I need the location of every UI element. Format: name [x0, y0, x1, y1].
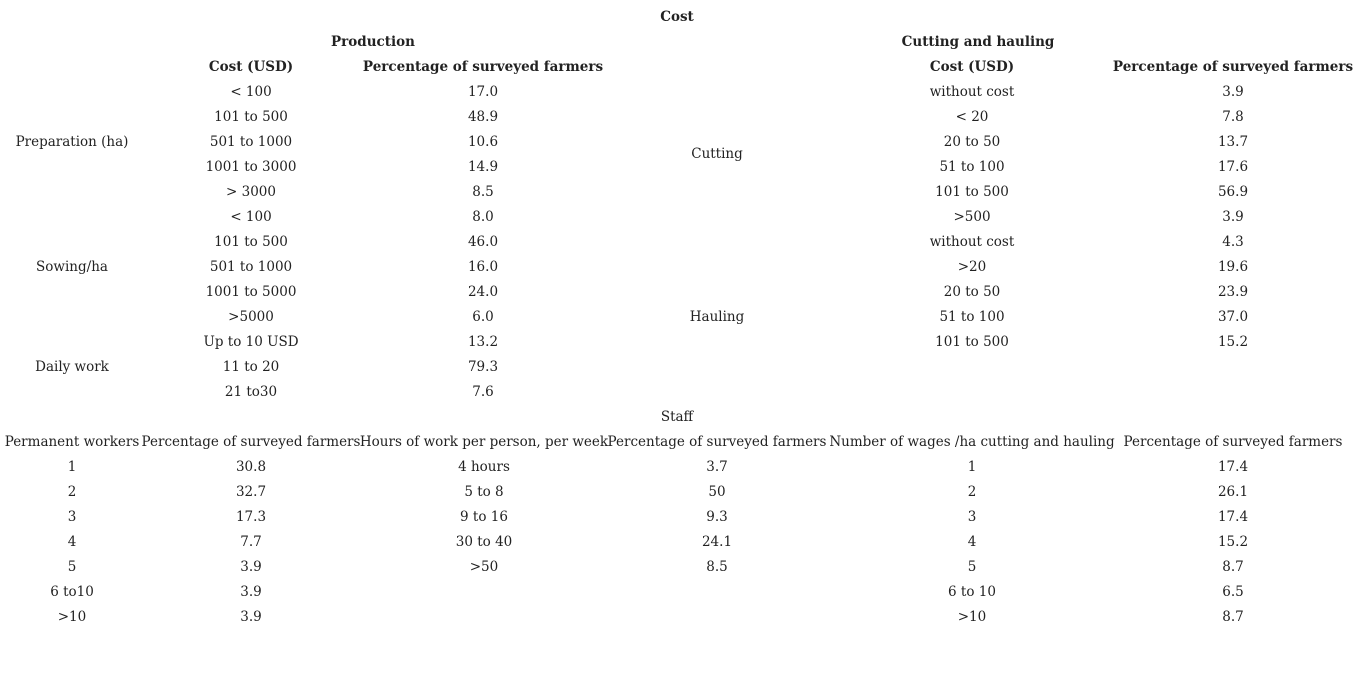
production-cost-column-header: Cost (USD): [208, 59, 294, 75]
staff-cell: 3: [67, 509, 77, 525]
staff-cell: 30 to 40: [455, 534, 513, 550]
staff-cell: 6.5: [1222, 584, 1244, 600]
production-cost-cell: >5000: [228, 309, 274, 325]
production-pct-cell: 48.9: [467, 109, 499, 125]
staff-cell: 32.7: [235, 484, 267, 500]
production-cost-cell: 501 to 1000: [209, 134, 293, 150]
staff-cell: 2: [67, 484, 77, 500]
group-label-cutting: Cutting: [691, 146, 743, 162]
cutting-hauling-pct-cell: 7.8: [1222, 109, 1244, 125]
cutting-hauling-header: Cutting and hauling: [901, 34, 1055, 50]
production-pct-cell: 79.3: [467, 359, 499, 375]
production-pct-cell: 17.0: [467, 84, 499, 100]
staff-title: Staff: [660, 409, 694, 425]
staff-cell: 1: [967, 459, 977, 475]
cutting-hauling-pct-cell: 37.0: [1217, 309, 1249, 325]
cutting-hauling-cost-cell: 101 to 500: [935, 334, 1009, 350]
group-label-sowing: Sowing/ha: [36, 259, 108, 275]
production-pct-cell: 8.0: [472, 209, 494, 225]
staff-column-header: Percentage of surveyed farmers: [607, 434, 827, 450]
cutting-hauling-pct-cell: 15.2: [1217, 334, 1249, 350]
staff-cell: 3.7: [706, 459, 728, 475]
staff-cell: 15.2: [1217, 534, 1249, 550]
group-label-preparation: Preparation (ha): [15, 134, 129, 150]
cutting-hauling-percentage-column-header: Percentage of surveyed farmers: [1112, 59, 1354, 75]
cutting-hauling-cost-cell: without cost: [929, 84, 1015, 100]
staff-column-header: Permanent workers: [4, 434, 140, 450]
production-percentage-column-header: Percentage of surveyed farmers: [362, 59, 604, 75]
staff-cell: 5: [967, 559, 977, 575]
production-cost-cell: 1001 to 3000: [205, 159, 297, 175]
cutting-hauling-cost-cell: >500: [953, 209, 991, 225]
staff-cell: 1: [67, 459, 77, 475]
staff-cell: 3: [967, 509, 977, 525]
staff-column-header: Number of wages /ha cutting and hauling: [829, 434, 1115, 450]
staff-cell: 3.9: [240, 609, 262, 625]
production-pct-cell: 13.2: [467, 334, 499, 350]
staff-cell: 4 hours: [458, 459, 510, 475]
cutting-hauling-pct-cell: 23.9: [1217, 284, 1249, 300]
group-label-hauling: Hauling: [689, 309, 745, 325]
cutting-hauling-pct-cell: 4.3: [1222, 234, 1244, 250]
production-pct-cell: 6.0: [472, 309, 494, 325]
production-pct-cell: 46.0: [467, 234, 499, 250]
cutting-hauling-cost-cell: without cost: [929, 234, 1015, 250]
production-pct-cell: 8.5: [472, 184, 494, 200]
production-cost-cell: Up to 10 USD: [203, 334, 299, 350]
staff-column-header: Percentage of surveyed farmers: [1123, 434, 1343, 450]
production-cost-cell: 501 to 1000: [209, 259, 293, 275]
production-cost-cell: 101 to 500: [214, 109, 288, 125]
staff-cell: >50: [469, 559, 499, 575]
staff-cell: 4: [967, 534, 977, 550]
cutting-hauling-cost-cell: 20 to 50: [943, 284, 1001, 300]
production-pct-cell: 10.6: [467, 134, 499, 150]
staff-cell: >10: [57, 609, 87, 625]
production-pct-cell: 14.9: [467, 159, 499, 175]
cutting-hauling-cost-cell: 51 to 100: [939, 159, 1005, 175]
production-cost-cell: 1001 to 5000: [205, 284, 297, 300]
staff-cell: 30.8: [235, 459, 267, 475]
staff-cell: 50: [708, 484, 726, 500]
cutting-hauling-cost-cell: 101 to 500: [935, 184, 1009, 200]
staff-cell: 4: [67, 534, 77, 550]
cutting-hauling-pct-cell: 3.9: [1222, 209, 1244, 225]
staff-cell: >10: [957, 609, 987, 625]
cutting-hauling-pct-cell: 56.9: [1217, 184, 1249, 200]
staff-cell: 8.5: [706, 559, 728, 575]
staff-cell: 17.3: [235, 509, 267, 525]
production-cost-cell: 11 to 20: [222, 359, 280, 375]
staff-cell: 8.7: [1222, 609, 1244, 625]
cost-title: Cost: [660, 9, 694, 25]
production-cost-cell: < 100: [230, 209, 272, 225]
staff-column-header: Hours of work per person, per week: [359, 434, 609, 450]
staff-cell: 17.4: [1217, 459, 1249, 475]
production-cost-cell: 21 to30: [224, 384, 278, 400]
production-header: Production: [331, 34, 415, 50]
cutting-hauling-cost-cell: < 20: [955, 109, 989, 125]
staff-cell: 5: [67, 559, 77, 575]
production-cost-cell: < 100: [230, 84, 272, 100]
cutting-hauling-pct-cell: 17.6: [1217, 159, 1249, 175]
production-cost-cell: > 3000: [226, 184, 276, 200]
staff-column-header: Percentage of surveyed farmers: [141, 434, 361, 450]
staff-cell: 24.1: [701, 534, 733, 550]
production-pct-cell: 16.0: [467, 259, 499, 275]
staff-cell: 2: [967, 484, 977, 500]
cutting-hauling-pct-cell: 13.7: [1217, 134, 1249, 150]
staff-cell: 8.7: [1222, 559, 1244, 575]
staff-cell: 9.3: [706, 509, 728, 525]
cutting-hauling-pct-cell: 3.9: [1222, 84, 1244, 100]
staff-cell: 17.4: [1217, 509, 1249, 525]
cutting-hauling-cost-column-header: Cost (USD): [929, 59, 1015, 75]
staff-cell: 6 to10: [50, 584, 94, 600]
staff-cell: 3.9: [240, 559, 262, 575]
staff-cell: 7.7: [240, 534, 262, 550]
cutting-hauling-cost-cell: 51 to 100: [939, 309, 1005, 325]
staff-cell: 3.9: [240, 584, 262, 600]
production-pct-cell: 7.6: [472, 384, 494, 400]
production-pct-cell: 24.0: [467, 284, 499, 300]
staff-cell: 5 to 8: [464, 484, 504, 500]
production-cost-cell: 101 to 500: [214, 234, 288, 250]
cutting-hauling-cost-cell: >20: [957, 259, 987, 275]
cutting-hauling-pct-cell: 19.6: [1217, 259, 1249, 275]
staff-cell: 26.1: [1217, 484, 1249, 500]
staff-cell: 9 to 16: [460, 509, 508, 525]
group-label-daily-work: Daily work: [35, 359, 109, 375]
staff-cell: 6 to 10: [948, 584, 996, 600]
cutting-hauling-cost-cell: 20 to 50: [943, 134, 1001, 150]
